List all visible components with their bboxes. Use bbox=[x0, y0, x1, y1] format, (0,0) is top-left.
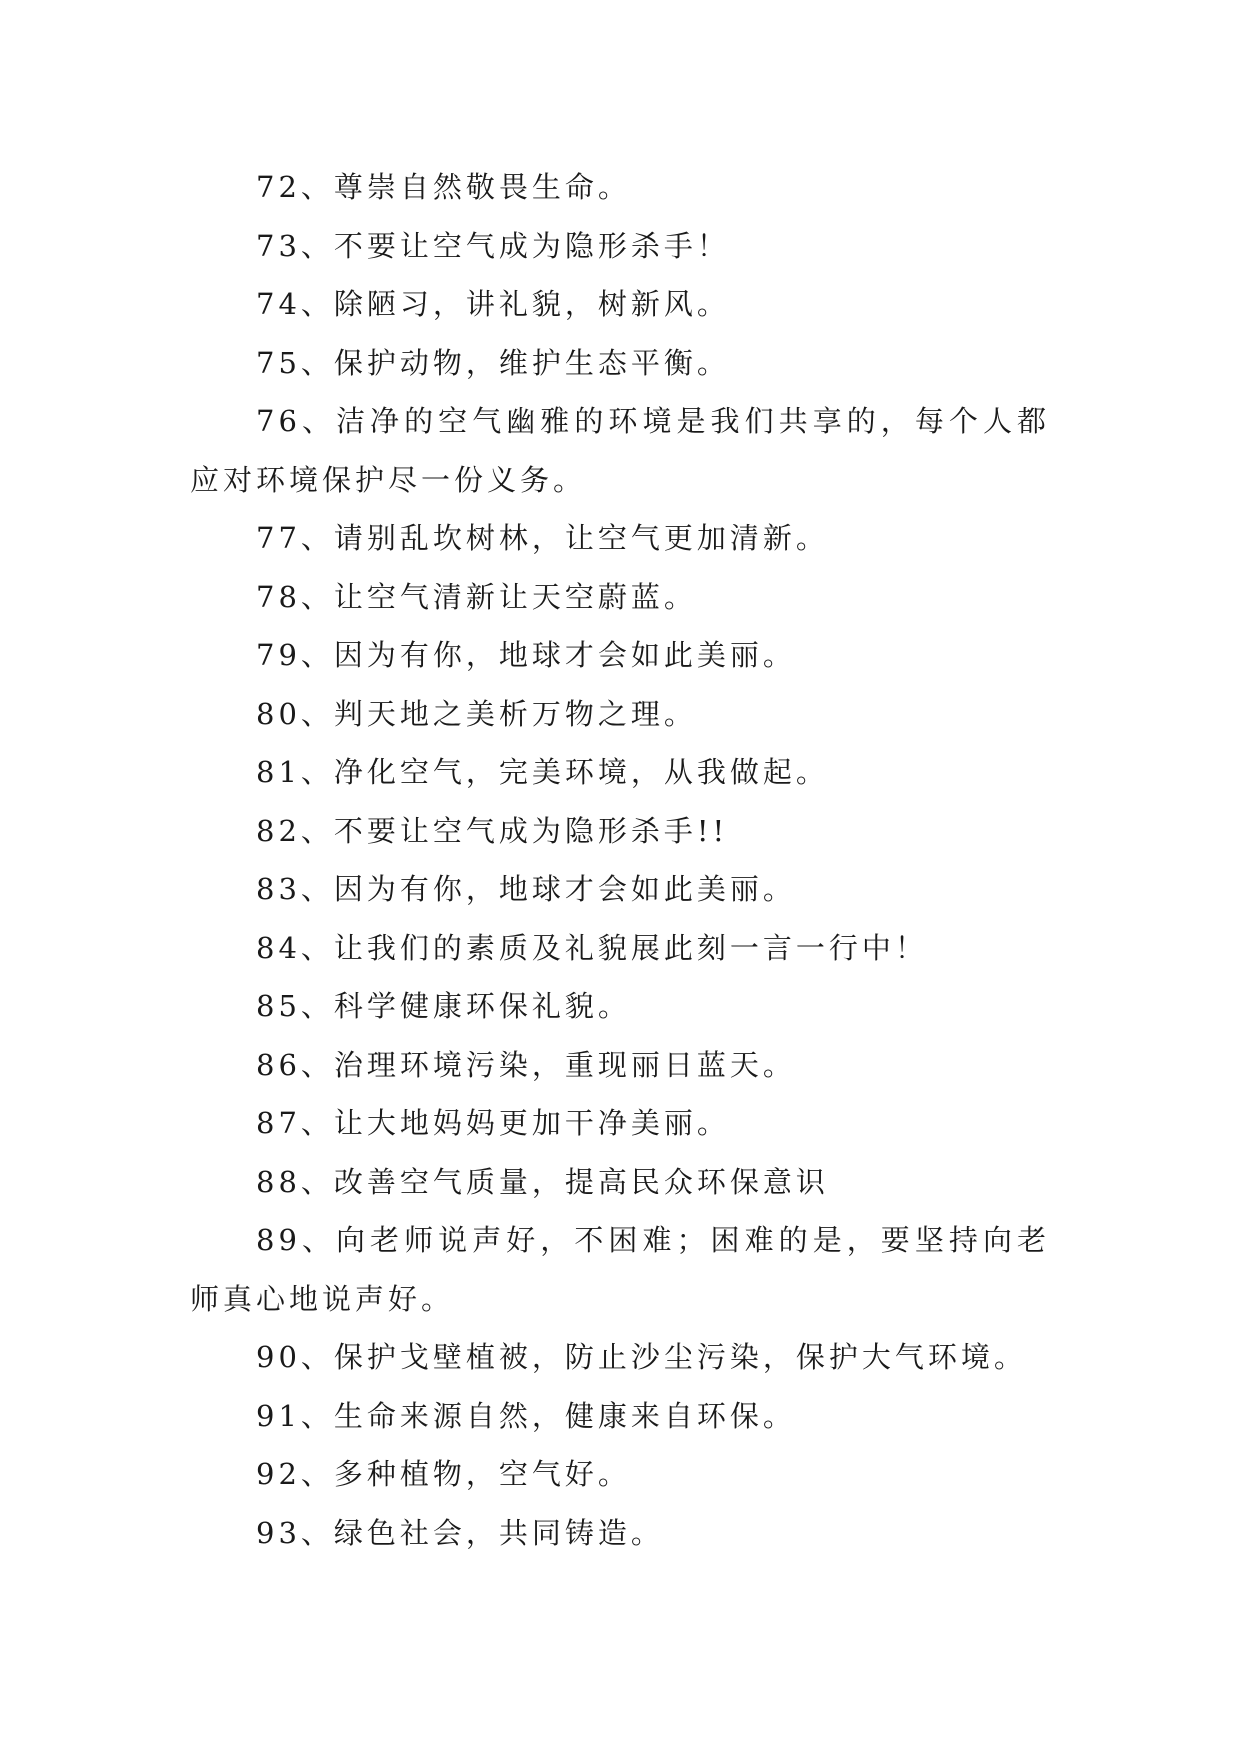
list-item: 75、保护动物，维护生态平衡。 bbox=[256, 345, 730, 380]
list-item: 74、除陋习，讲礼貌，树新风。 bbox=[256, 287, 730, 321]
list-item: 88、改善空气质量，提高民众环保意识 bbox=[256, 1164, 829, 1199]
list-item: 84、让我们的素质及礼貌展此刻一言一行中！ bbox=[256, 930, 928, 965]
list-item: 82、不要让空气成为隐形杀手!! bbox=[256, 813, 729, 848]
list-item: 72、尊崇自然敬畏生命。 bbox=[256, 170, 631, 204]
list-item: 91、生命来源自然，健康来自环保。 bbox=[256, 1398, 796, 1433]
list-item: 73、不要让空气成为隐形杀手！ bbox=[256, 228, 730, 263]
list-item: 81、净化空气，完美环境，从我做起。 bbox=[256, 755, 829, 789]
list-item: 92、多种植物，空气好。 bbox=[256, 1457, 631, 1491]
list-item: 76、洁净的空气幽雅的环境是我们共享的，每个人都应对环境保护尽一份义务。 bbox=[190, 404, 1050, 497]
list-item: 87、让大地妈妈更加干净美丽。 bbox=[256, 1106, 730, 1140]
list-item: 79、因为有你，地球才会如此美丽。 bbox=[256, 638, 796, 672]
list-item: 78、让空气清新让天空蔚蓝。 bbox=[256, 579, 697, 614]
list-item: 89、向老师说声好，不困难；困难的是，要坚持向老师真心地说声好。 bbox=[190, 1223, 1050, 1316]
list-item: 90、保护戈壁植被，防止沙尘污染，保护大气环境。 bbox=[256, 1340, 1027, 1374]
list-item: 93、绿色社会，共同铸造。 bbox=[256, 1515, 664, 1550]
list-item: 80、判天地之美析万物之理。 bbox=[256, 696, 697, 731]
list-item: 85、科学健康环保礼貌。 bbox=[256, 989, 631, 1023]
list-item: 83、因为有你，地球才会如此美丽。 bbox=[256, 872, 796, 906]
list-item: 86、治理环境污染，重现丽日蓝天。 bbox=[256, 1047, 796, 1082]
slogan-list bbox=[190, 158, 1050, 1562]
list-item: 77、请别乱坎树林，让空气更加清新。 bbox=[256, 521, 829, 555]
